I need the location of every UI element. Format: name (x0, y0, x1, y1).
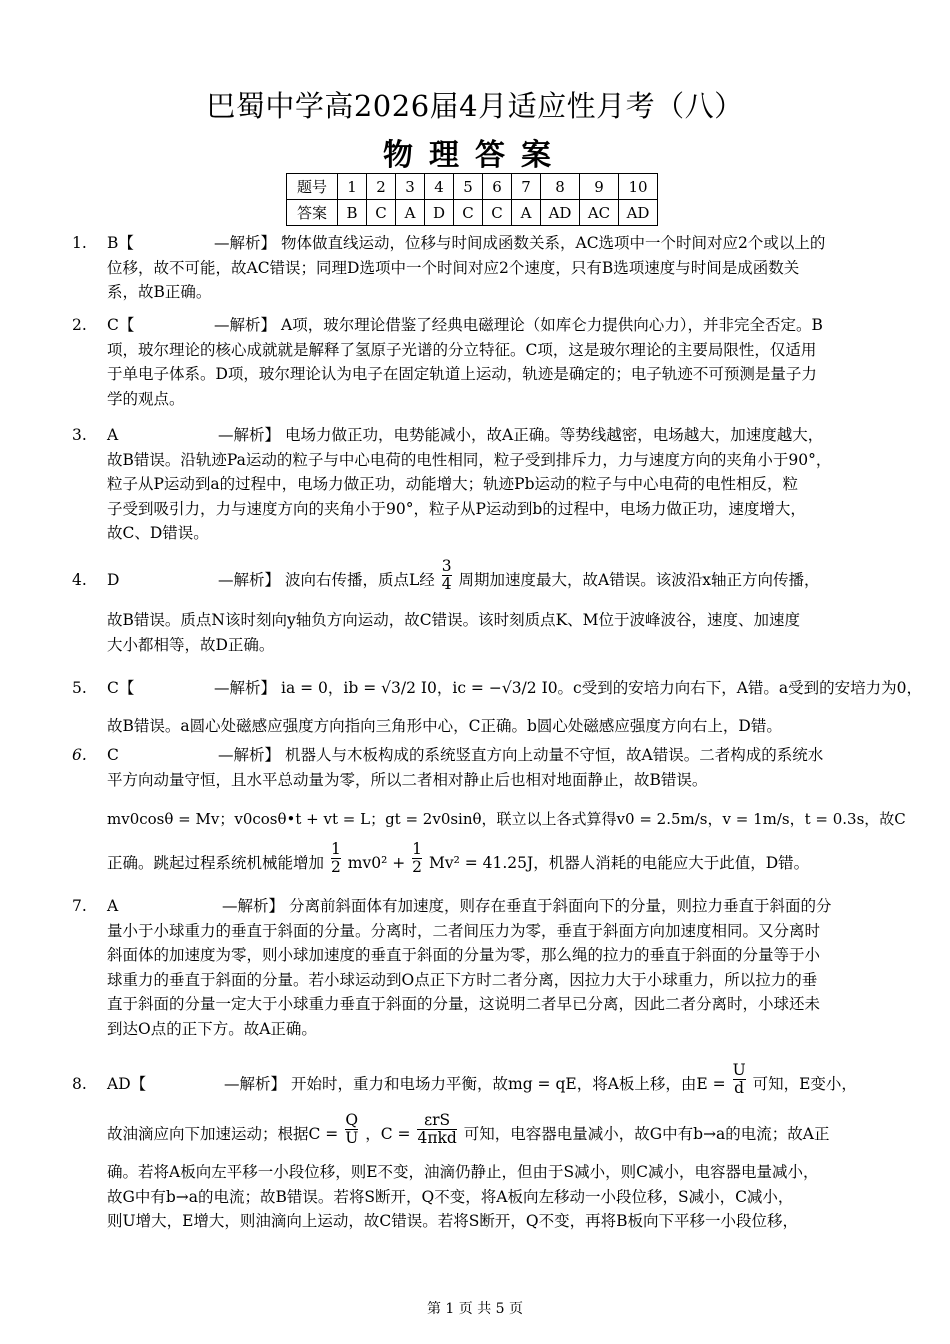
table-cell: C (367, 200, 396, 226)
text-segment: 周期加速度最大，故A错误。该波沿x轴正方向传播， (458, 571, 820, 589)
question-number: 3. (72, 426, 87, 444)
fraction-denominator: 4 (441, 574, 452, 593)
answer-text-line: 故B错误。质点N该时刻向y轴负方向运动，故C错误。该时刻质点K、M位于波峰波谷，速度、加速度 (107, 611, 801, 629)
table-cell: 6 (483, 174, 512, 200)
answer-text-line: 学的观点。 (107, 389, 185, 408)
answer-text-line: 确。若将A板向左平移一小段位移，则E不变，油滴仍静止，但由于S减小，则C减小，电容器电量减小， (107, 1163, 819, 1181)
text-segment: 波向右传播，质点L经 (285, 571, 435, 589)
question-number: 4. (72, 571, 87, 589)
question-answer: D (107, 571, 120, 589)
answer-text-line (107, 1110, 830, 1147)
answer-text-line: 量小于小球重力的垂直于斜面的分量。分离时，二者间压力为零，垂直于斜面方向加速度相同。又分离时 (107, 921, 821, 940)
analysis-label: —解析】 (218, 571, 281, 589)
question-answer: C【 (107, 316, 135, 334)
table-cell: A (512, 200, 541, 226)
answer-text-line: 于单电子体系。D项，玻尔理论认为电子在固定轨道上运动，轨迹是确定的；电子轨迹不可预测是量子力 (107, 365, 817, 384)
answer-text-line: 斜面体的加速度为零，则小球加速度的垂直于斜面的分量为零，那么绳的拉力的垂直于斜面的分量等于小 (107, 946, 821, 965)
answer-text-line: 故B错误。a圆心处磁感应强度方向指向三角形中心，C正确。b圆心处磁感应强度方向右上，D错。 (107, 717, 782, 735)
question-number: 8. (72, 1075, 87, 1093)
answer-text-line: 直于斜面的分量一定大于小球重力垂直于斜面的分量，这说明二者早已分离，因此二者分离时，小球还未 (107, 995, 821, 1014)
analysis-label: —解析】 (214, 316, 277, 334)
answer-text-line: 分离前斜面体有加速度，则存在垂直于斜面向下的分量，则拉力垂直于斜面的分 (289, 897, 832, 915)
table-cell: 1 (338, 174, 367, 200)
question-answer: A (107, 426, 119, 444)
fraction (331, 841, 341, 876)
table-cell: AC (580, 200, 619, 226)
answer-table-answer-row (287, 200, 658, 226)
question-answer: C (107, 746, 119, 764)
table-cell: 9 (580, 174, 619, 200)
fraction-numerator: 3 (441, 556, 452, 575)
page-footer: 第 1 页 共 5 页 (426, 1301, 524, 1317)
table-cell: AD (619, 200, 658, 226)
answer-text-line (285, 556, 820, 593)
table-cell: C (454, 200, 483, 226)
answer-text-line: 大小都相等，故D正确。 (107, 635, 275, 654)
fraction-denominator: d (734, 1078, 745, 1097)
table-cell: 4 (425, 174, 454, 200)
question-number: 7. (72, 897, 87, 915)
page-title: 巴蜀中学高2026届4月适应性月考（八） (206, 89, 744, 123)
answer-text-line: mv0cosθ = Mv；v0cosθ•t + vt = L；gt = 2v0sinθ，联立以上各式算得v0 = 2.5m/s，v = 1m/s，t = 0.3s，故C (107, 810, 906, 828)
table-row-label: 答案 (287, 200, 338, 226)
analysis-label: —解析】 (224, 1075, 287, 1093)
answer-text-line: 子受到吸引力，力与速度方向的夹角小于90°，粒子从P运动到b的过程中，电场力做正功，速度增大， (107, 499, 806, 518)
answer-text-line: 物体做直线运动，位移与时间成函数关系，AC选项中一个时间对应2个或以上的 (281, 234, 826, 252)
question-number: 1. (72, 234, 87, 252)
answer-text-line: 则U增大，E增大，则油滴向上运动，故C错误。若将S断开，Q不变，再将B板向下平移一小段位移， (107, 1212, 798, 1231)
question-answer: B【 (107, 234, 134, 252)
answer-text-line (107, 839, 810, 876)
text-segment: Mv² = 41.25J，机器人消耗的电能应大于此值，D错。 (428, 854, 810, 872)
table-cell: 10 (619, 174, 658, 200)
analysis-label: —解析】 (222, 897, 285, 915)
text-segment: 可知，电容器电量减小，故G中有b→a的电流；故A正 (463, 1125, 830, 1143)
answer-table-header-row (287, 174, 658, 200)
answer-text-line: 球重力的垂直于斜面的分量。若小球运动到O点正下方时二者分离，因拉力大于小球重力，所以拉力的垂 (107, 970, 818, 989)
fraction-denominator: 2 (412, 857, 423, 876)
table-cell: A (396, 200, 425, 226)
table-cell: B (338, 200, 367, 226)
fraction (345, 1112, 358, 1147)
fraction-denominator: 4πkd (417, 1128, 457, 1147)
fraction-numerator: 1 (330, 839, 341, 858)
fraction (412, 841, 422, 876)
answer-table (286, 173, 658, 226)
answer-text-line: 到达O点的正下方。故A正确。 (107, 1020, 317, 1038)
table-cell: AD (541, 200, 580, 226)
question-number: 6. (72, 746, 87, 764)
fraction-numerator: 1 (412, 839, 423, 858)
analysis-label: —解析】 (218, 746, 281, 764)
text-segment: ，C = (365, 1125, 411, 1143)
table-cell: 5 (454, 174, 483, 200)
fraction-denominator: 2 (330, 857, 341, 876)
fraction-numerator: Q (345, 1110, 359, 1129)
answer-text-line: 粒子从P运动到a的过程中，电场力做正功，动能增大；轨迹Pb运动的粒子与中心电荷的电性相反，粒 (107, 475, 799, 494)
question-number: 5. (72, 679, 87, 697)
text-segment: mv0² + (347, 854, 406, 872)
fraction (442, 558, 452, 593)
answer-text-line: 电场力做正功，电势能减小，故A正确。等势线越密，电场越大，加速度越大， (285, 426, 824, 444)
question-number: 2. (72, 316, 87, 334)
analysis-label: —解析】 (214, 234, 277, 252)
table-cell: C (483, 200, 512, 226)
table-cell: 3 (396, 174, 425, 200)
question-answer: AD【 (107, 1075, 147, 1093)
page-subtitle: 物理答案 (383, 138, 567, 173)
answer-text-line: ia = 0，ib = √3/2 I0，ic = −√3/2 I0。c受到的安培力向右下，A错。a受到的安培力为0， (281, 679, 923, 697)
analysis-label: —解析】 (218, 426, 281, 444)
answer-text-line: 故G中有b→a的电流；故B错误。若将S断开，Q不变，将A板向左移动一小段位移，S减小，C减小， (107, 1187, 794, 1206)
answer-text-line: A项，玻尔理论借鉴了经典电磁理论（如库仑力提供向心力），并非完全否定。B (281, 316, 823, 334)
answer-text-line: 平方向动量守恒，且水平总动量为零，所以二者相对静止后也相对地面静止，故B错误。 (107, 770, 708, 789)
answer-text-line: 机器人与木板构成的系统竖直方向上动量不守恒，故A错误。二者构成的系统水 (285, 746, 824, 764)
answer-text-line: 系，故B正确。 (107, 283, 212, 302)
analysis-label: —解析】 (214, 679, 277, 697)
table-row-label: 题号 (287, 174, 338, 200)
answer-text-line: 故B错误。沿轨迹Pa运动的粒子与中心电荷的电性相同，粒子受到排斥力，力与速度方向的夹角小于90°， (107, 450, 832, 469)
text-segment: 可知，E变小， (752, 1075, 857, 1093)
fraction-numerator: εrS (424, 1110, 451, 1129)
fraction (417, 1112, 456, 1147)
table-cell: 8 (541, 174, 580, 200)
table-cell: D (425, 200, 454, 226)
answer-text-line (291, 1060, 857, 1097)
table-cell: 7 (512, 174, 541, 200)
fraction (733, 1062, 746, 1097)
text-segment: 开始时，重力和电场力平衡，故mg = qE，将A板上移，由E = (291, 1075, 726, 1093)
answer-text-line: 位移，故不可能，故AC错误；同理D选项中一个时间对应2个速度，只有B选项速度与时间是成函数关 (107, 258, 800, 277)
fraction-denominator: U (345, 1128, 359, 1147)
question-answer: C【 (107, 679, 135, 697)
text-segment: 正确。跳起过程系统机械能增加 (107, 854, 325, 872)
text-segment: 故油滴应向下加速运动；根据C = (107, 1125, 339, 1143)
answer-text-line: 项，玻尔理论的核心成就就是解释了氢原子光谱的分立特征。C项，这是玻尔理论的主要局限性，仅适用 (107, 340, 817, 359)
fraction-numerator: U (732, 1060, 746, 1079)
table-cell: 2 (367, 174, 396, 200)
question-answer: A (107, 897, 119, 915)
answer-text-line: 故C、D错误。 (107, 524, 209, 543)
